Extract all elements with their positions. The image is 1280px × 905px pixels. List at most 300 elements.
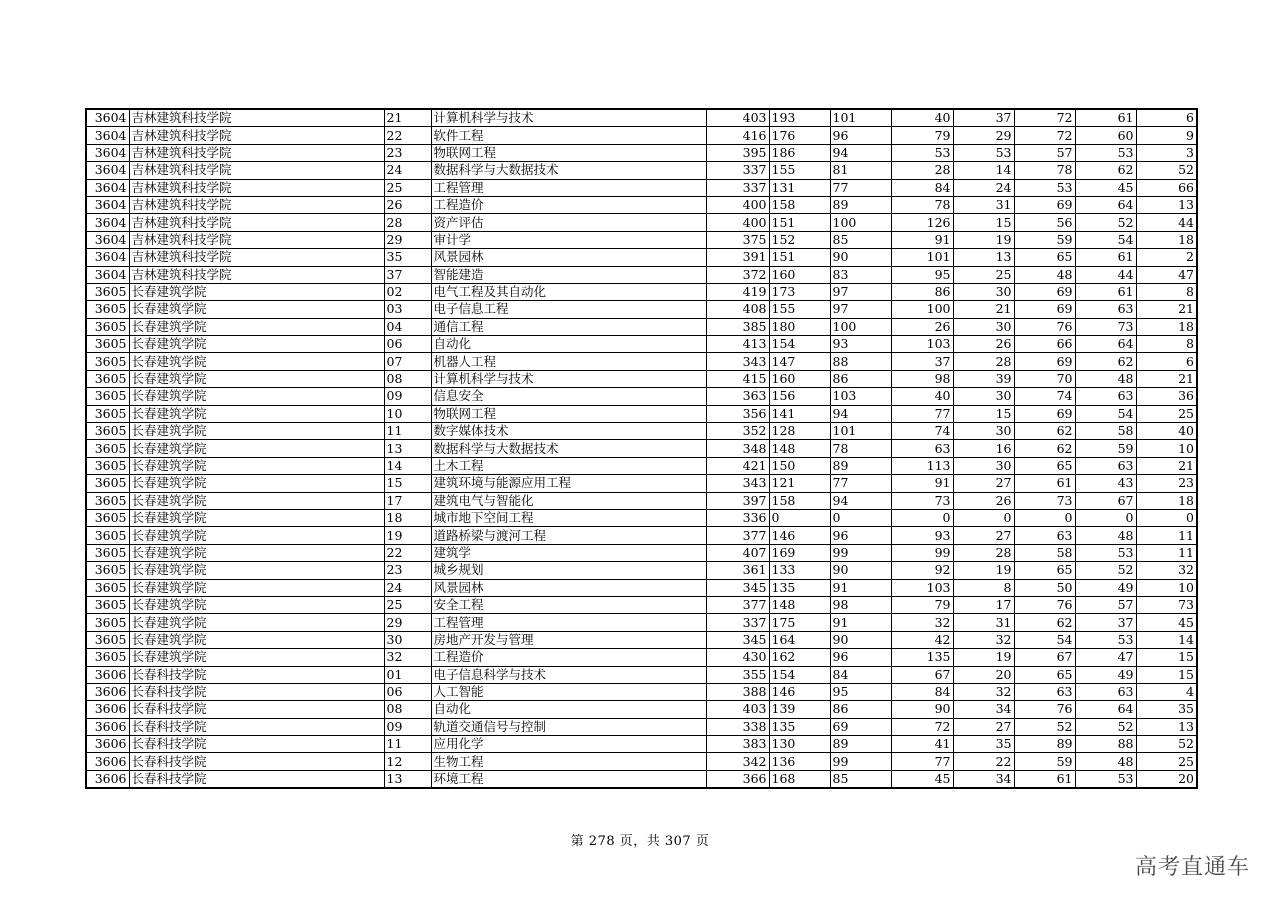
cell-score-3: 77 (830, 475, 891, 492)
cell-school-code: 3605 (86, 631, 129, 648)
cell-school-code: 3606 (86, 770, 129, 788)
cell-score-1: 342 (706, 753, 769, 770)
cell-score-3: 84 (830, 666, 891, 683)
cell-score-4: 103 (891, 579, 953, 596)
cell-score-6: 76 (1014, 596, 1075, 613)
table-row (86, 301, 1197, 318)
cell-score-2: 156 (769, 388, 830, 405)
cell-school-name: 长春科技学院 (129, 701, 384, 718)
cell-score-3: 90 (830, 249, 891, 266)
cell-score-1: 343 (706, 475, 769, 492)
cell-school-code: 3606 (86, 753, 129, 770)
cell-score-4: 67 (891, 666, 953, 683)
table-row (86, 457, 1197, 474)
cell-score-2: 173 (769, 283, 830, 300)
cell-score-4: 86 (891, 283, 953, 300)
cell-score-6: 58 (1014, 544, 1075, 561)
cell-major-name: 道路桥梁与渡河工程 (431, 527, 706, 544)
cell-score-7: 53 (1075, 144, 1136, 161)
cell-major-code: 11 (384, 736, 431, 753)
cell-score-8: 47 (1136, 266, 1197, 283)
cell-score-6: 56 (1014, 214, 1075, 231)
cell-score-4: 74 (891, 423, 953, 440)
table-row (86, 475, 1197, 492)
cell-major-code: 17 (384, 492, 431, 509)
cell-score-5: 26 (953, 336, 1014, 353)
cell-score-6: 59 (1014, 753, 1075, 770)
cell-school-name: 长春科技学院 (129, 736, 384, 753)
cell-school-name: 长春建筑学院 (129, 370, 384, 387)
cell-score-7: 48 (1075, 370, 1136, 387)
cell-major-name: 建筑学 (431, 544, 706, 561)
cell-major-name: 风景园林 (431, 249, 706, 266)
cell-score-8: 35 (1136, 701, 1197, 718)
cell-score-3: 78 (830, 440, 891, 457)
cell-score-4: 91 (891, 231, 953, 248)
cell-score-7: 49 (1075, 666, 1136, 683)
cell-score-8: 52 (1136, 162, 1197, 179)
cell-major-name: 数据科学与大数据技术 (431, 162, 706, 179)
cell-score-5: 14 (953, 162, 1014, 179)
cell-school-code: 3605 (86, 353, 129, 370)
cell-score-2: 158 (769, 492, 830, 509)
table-row (86, 144, 1197, 161)
cell-score-7: 88 (1075, 736, 1136, 753)
cell-major-name: 建筑环境与能源应用工程 (431, 475, 706, 492)
cell-score-4: 78 (891, 196, 953, 213)
cell-score-5: 34 (953, 701, 1014, 718)
cell-score-3: 90 (830, 562, 891, 579)
cell-score-8: 18 (1136, 231, 1197, 248)
cell-school-name: 长春建筑学院 (129, 405, 384, 422)
cell-major-code: 04 (384, 318, 431, 335)
cell-score-6: 65 (1014, 457, 1075, 474)
cell-major-name: 资产评估 (431, 214, 706, 231)
cell-score-1: 419 (706, 283, 769, 300)
cell-score-4: 42 (891, 631, 953, 648)
cell-score-5: 30 (953, 423, 1014, 440)
cell-score-2: 151 (769, 214, 830, 231)
cell-score-2: 160 (769, 266, 830, 283)
cell-school-name: 长春建筑学院 (129, 492, 384, 509)
cell-school-code: 3605 (86, 405, 129, 422)
cell-score-6: 65 (1014, 666, 1075, 683)
cell-score-2: 151 (769, 249, 830, 266)
cell-score-5: 53 (953, 144, 1014, 161)
cell-score-8: 6 (1136, 109, 1197, 127)
cell-school-code: 3605 (86, 649, 129, 666)
cell-score-1: 377 (706, 596, 769, 613)
cell-major-code: 29 (384, 231, 431, 248)
cell-school-name: 长春建筑学院 (129, 596, 384, 613)
cell-score-7: 64 (1075, 701, 1136, 718)
cell-major-code: 23 (384, 562, 431, 579)
cell-score-8: 4 (1136, 683, 1197, 700)
cell-score-3: 86 (830, 370, 891, 387)
cell-score-2: 155 (769, 301, 830, 318)
cell-school-code: 3604 (86, 179, 129, 196)
cell-school-name: 长春建筑学院 (129, 579, 384, 596)
cell-score-6: 53 (1014, 179, 1075, 196)
cell-score-4: 99 (891, 544, 953, 561)
cell-school-code: 3605 (86, 579, 129, 596)
cell-score-7: 53 (1075, 770, 1136, 788)
table-row (86, 770, 1197, 788)
cell-score-2: 136 (769, 753, 830, 770)
cell-major-code: 18 (384, 509, 431, 526)
table-row (86, 527, 1197, 544)
cell-score-2: 186 (769, 144, 830, 161)
cell-score-6: 76 (1014, 318, 1075, 335)
cell-school-code: 3605 (86, 596, 129, 613)
cell-score-7: 49 (1075, 579, 1136, 596)
cell-score-2: 148 (769, 596, 830, 613)
table-row (86, 614, 1197, 631)
cell-score-4: 45 (891, 770, 953, 788)
cell-major-code: 24 (384, 579, 431, 596)
cell-score-1: 430 (706, 649, 769, 666)
cell-school-name: 长春科技学院 (129, 718, 384, 735)
cell-score-4: 113 (891, 457, 953, 474)
cell-major-name: 应用化学 (431, 736, 706, 753)
cell-major-name: 审计学 (431, 231, 706, 248)
cell-school-code: 3605 (86, 492, 129, 509)
table-row (86, 231, 1197, 248)
cell-score-3: 97 (830, 283, 891, 300)
cell-score-1: 338 (706, 718, 769, 735)
cell-major-code: 02 (384, 283, 431, 300)
cell-score-4: 98 (891, 370, 953, 387)
cell-score-2: 152 (769, 231, 830, 248)
cell-major-name: 机器人工程 (431, 353, 706, 370)
cell-school-name: 长春建筑学院 (129, 509, 384, 526)
cell-score-5: 34 (953, 770, 1014, 788)
cell-score-2: 0 (769, 509, 830, 526)
cell-score-1: 337 (706, 162, 769, 179)
cell-score-8: 10 (1136, 440, 1197, 457)
table-row (86, 649, 1197, 666)
cell-score-7: 63 (1075, 388, 1136, 405)
cell-school-code: 3605 (86, 423, 129, 440)
cell-score-3: 98 (830, 596, 891, 613)
cell-score-3: 0 (830, 509, 891, 526)
cell-school-code: 3605 (86, 440, 129, 457)
cell-school-code: 3604 (86, 109, 129, 127)
cell-major-code: 08 (384, 370, 431, 387)
cell-score-3: 89 (830, 457, 891, 474)
cell-school-name: 吉林建筑科技学院 (129, 109, 384, 127)
cell-score-6: 63 (1014, 527, 1075, 544)
cell-major-name: 信息安全 (431, 388, 706, 405)
watermark-text: 高考直通车 (1134, 855, 1250, 880)
cell-major-name: 自动化 (431, 701, 706, 718)
cell-major-code: 10 (384, 405, 431, 422)
cell-score-8: 13 (1136, 196, 1197, 213)
cell-school-code: 3605 (86, 562, 129, 579)
cell-score-6: 69 (1014, 196, 1075, 213)
cell-school-name: 长春科技学院 (129, 770, 384, 788)
cell-score-6: 62 (1014, 423, 1075, 440)
cell-score-2: 146 (769, 527, 830, 544)
cell-score-2: 139 (769, 701, 830, 718)
cell-score-7: 63 (1075, 683, 1136, 700)
cell-school-name: 长春建筑学院 (129, 649, 384, 666)
cell-score-1: 372 (706, 266, 769, 283)
cell-score-4: 79 (891, 127, 953, 144)
cell-score-2: 121 (769, 475, 830, 492)
cell-score-3: 81 (830, 162, 891, 179)
cell-score-4: 103 (891, 336, 953, 353)
cell-school-name: 吉林建筑科技学院 (129, 179, 384, 196)
cell-score-2: 160 (769, 370, 830, 387)
cell-score-7: 58 (1075, 423, 1136, 440)
cell-score-7: 61 (1075, 249, 1136, 266)
cell-score-5: 15 (953, 214, 1014, 231)
cell-score-1: 400 (706, 214, 769, 231)
cell-score-8: 32 (1136, 562, 1197, 579)
table-row (86, 492, 1197, 509)
cell-score-1: 383 (706, 736, 769, 753)
cell-school-code: 3605 (86, 475, 129, 492)
cell-score-5: 39 (953, 370, 1014, 387)
cell-major-name: 建筑电气与智能化 (431, 492, 706, 509)
cell-score-7: 52 (1075, 214, 1136, 231)
cell-score-1: 416 (706, 127, 769, 144)
cell-school-code: 3604 (86, 162, 129, 179)
cell-score-8: 15 (1136, 649, 1197, 666)
cell-score-5: 24 (953, 179, 1014, 196)
cell-score-4: 93 (891, 527, 953, 544)
cell-score-5: 13 (953, 249, 1014, 266)
cell-school-name: 长春科技学院 (129, 683, 384, 700)
cell-score-3: 97 (830, 301, 891, 318)
cell-school-name: 长春建筑学院 (129, 423, 384, 440)
cell-major-name: 生物工程 (431, 753, 706, 770)
cell-score-8: 8 (1136, 283, 1197, 300)
cell-score-6: 48 (1014, 266, 1075, 283)
cell-major-code: 25 (384, 179, 431, 196)
cell-score-2: 150 (769, 457, 830, 474)
cell-major-code: 11 (384, 423, 431, 440)
cell-score-7: 47 (1075, 649, 1136, 666)
cell-score-3: 96 (830, 649, 891, 666)
cell-score-6: 67 (1014, 649, 1075, 666)
cell-score-6: 61 (1014, 475, 1075, 492)
cell-score-1: 377 (706, 527, 769, 544)
cell-score-1: 361 (706, 562, 769, 579)
table-row (86, 370, 1197, 387)
cell-score-8: 73 (1136, 596, 1197, 613)
cell-score-7: 73 (1075, 318, 1136, 335)
cell-score-1: 348 (706, 440, 769, 457)
cell-score-7: 63 (1075, 301, 1136, 318)
cell-major-code: 06 (384, 336, 431, 353)
cell-score-5: 19 (953, 231, 1014, 248)
cell-score-6: 69 (1014, 405, 1075, 422)
cell-score-6: 74 (1014, 388, 1075, 405)
cell-school-code: 3604 (86, 196, 129, 213)
cell-major-code: 09 (384, 388, 431, 405)
cell-score-2: 158 (769, 196, 830, 213)
cell-major-code: 13 (384, 440, 431, 457)
cell-score-6: 52 (1014, 718, 1075, 735)
cell-school-name: 吉林建筑科技学院 (129, 214, 384, 231)
cell-major-code: 15 (384, 475, 431, 492)
cell-score-2: 164 (769, 631, 830, 648)
cell-score-5: 27 (953, 475, 1014, 492)
cell-score-4: 37 (891, 353, 953, 370)
cell-score-2: 193 (769, 109, 830, 127)
cell-major-code: 07 (384, 353, 431, 370)
cell-score-5: 30 (953, 283, 1014, 300)
cell-score-2: 155 (769, 162, 830, 179)
table-row (86, 196, 1197, 213)
cell-major-code: 03 (384, 301, 431, 318)
cell-school-code: 3605 (86, 457, 129, 474)
cell-score-4: 92 (891, 562, 953, 579)
cell-score-5: 31 (953, 196, 1014, 213)
cell-score-3: 89 (830, 196, 891, 213)
cell-school-code: 3604 (86, 144, 129, 161)
cell-score-8: 9 (1136, 127, 1197, 144)
cell-major-code: 06 (384, 683, 431, 700)
cell-major-code: 26 (384, 196, 431, 213)
cell-major-name: 自动化 (431, 336, 706, 353)
cell-school-name: 长春科技学院 (129, 753, 384, 770)
cell-major-code: 32 (384, 649, 431, 666)
cell-score-3: 91 (830, 579, 891, 596)
cell-score-7: 52 (1075, 562, 1136, 579)
table-row (86, 736, 1197, 753)
cell-major-name: 工程管理 (431, 179, 706, 196)
cell-score-3: 99 (830, 544, 891, 561)
cell-school-code: 3605 (86, 301, 129, 318)
cell-score-1: 343 (706, 353, 769, 370)
cell-score-6: 0 (1014, 509, 1075, 526)
cell-score-1: 352 (706, 423, 769, 440)
cell-score-1: 375 (706, 231, 769, 248)
cell-major-name: 城乡规划 (431, 562, 706, 579)
table-row (86, 127, 1197, 144)
table-row (86, 214, 1197, 231)
cell-score-4: 40 (891, 109, 953, 127)
cell-major-name: 通信工程 (431, 318, 706, 335)
cell-major-name: 环境工程 (431, 770, 706, 788)
cell-score-5: 19 (953, 649, 1014, 666)
cell-school-code: 3605 (86, 509, 129, 526)
cell-major-name: 人工智能 (431, 683, 706, 700)
cell-major-code: 22 (384, 544, 431, 561)
cell-score-2: 130 (769, 736, 830, 753)
cell-score-3: 101 (830, 423, 891, 440)
cell-score-1: 337 (706, 614, 769, 631)
cell-score-5: 25 (953, 266, 1014, 283)
cell-score-6: 62 (1014, 614, 1075, 631)
cell-score-2: 131 (769, 179, 830, 196)
cell-score-6: 69 (1014, 301, 1075, 318)
cell-score-5: 21 (953, 301, 1014, 318)
table-body (86, 109, 1197, 788)
cell-score-5: 19 (953, 562, 1014, 579)
cell-score-1: 403 (706, 701, 769, 718)
cell-school-code: 3605 (86, 614, 129, 631)
table-row (86, 718, 1197, 735)
cell-score-6: 78 (1014, 162, 1075, 179)
cell-score-2: 176 (769, 127, 830, 144)
cell-major-name: 计算机科学与技术 (431, 370, 706, 387)
cell-score-1: 388 (706, 683, 769, 700)
cell-score-5: 22 (953, 753, 1014, 770)
cell-major-name: 物联网工程 (431, 144, 706, 161)
cell-school-code: 3605 (86, 336, 129, 353)
cell-score-5: 32 (953, 683, 1014, 700)
cell-school-name: 吉林建筑科技学院 (129, 249, 384, 266)
cell-score-5: 17 (953, 596, 1014, 613)
cell-score-7: 63 (1075, 457, 1136, 474)
cell-major-name: 工程造价 (431, 196, 706, 213)
cell-major-name: 工程造价 (431, 649, 706, 666)
cell-school-code: 3606 (86, 683, 129, 700)
cell-score-5: 35 (953, 736, 1014, 753)
cell-score-8: 2 (1136, 249, 1197, 266)
cell-score-8: 0 (1136, 509, 1197, 526)
cell-score-6: 61 (1014, 770, 1075, 788)
cell-score-2: 154 (769, 336, 830, 353)
cell-major-name: 物联网工程 (431, 405, 706, 422)
cell-score-7: 45 (1075, 179, 1136, 196)
table-row (86, 266, 1197, 283)
cell-score-1: 336 (706, 509, 769, 526)
cell-school-code: 3606 (86, 666, 129, 683)
cell-score-2: 141 (769, 405, 830, 422)
cell-score-1: 355 (706, 666, 769, 683)
cell-score-2: 135 (769, 718, 830, 735)
cell-major-name: 计算机科学与技术 (431, 109, 706, 127)
cell-score-6: 69 (1014, 353, 1075, 370)
cell-score-6: 54 (1014, 631, 1075, 648)
cell-score-8: 21 (1136, 370, 1197, 387)
cell-score-5: 28 (953, 353, 1014, 370)
cell-score-1: 415 (706, 370, 769, 387)
cell-major-name: 数据科学与大数据技术 (431, 440, 706, 457)
cell-major-code: 21 (384, 109, 431, 127)
cell-score-4: 72 (891, 718, 953, 735)
cell-major-code: 35 (384, 249, 431, 266)
cell-score-1: 395 (706, 144, 769, 161)
cell-school-name: 长春建筑学院 (129, 562, 384, 579)
cell-score-1: 400 (706, 196, 769, 213)
cell-score-4: 90 (891, 701, 953, 718)
cell-score-4: 63 (891, 440, 953, 457)
cell-major-name: 智能建造 (431, 266, 706, 283)
cell-score-5: 30 (953, 318, 1014, 335)
cell-score-3: 95 (830, 683, 891, 700)
cell-school-code: 3605 (86, 283, 129, 300)
cell-score-7: 37 (1075, 614, 1136, 631)
cell-score-2: 180 (769, 318, 830, 335)
cell-score-1: 366 (706, 770, 769, 788)
cell-score-8: 14 (1136, 631, 1197, 648)
table-row (86, 579, 1197, 596)
cell-score-3: 94 (830, 144, 891, 161)
cell-school-code: 3604 (86, 127, 129, 144)
cell-major-name: 数字媒体技术 (431, 423, 706, 440)
cell-score-7: 54 (1075, 231, 1136, 248)
cell-major-code: 09 (384, 718, 431, 735)
cell-score-1: 345 (706, 631, 769, 648)
cell-score-1: 337 (706, 179, 769, 196)
cell-major-code: 01 (384, 666, 431, 683)
